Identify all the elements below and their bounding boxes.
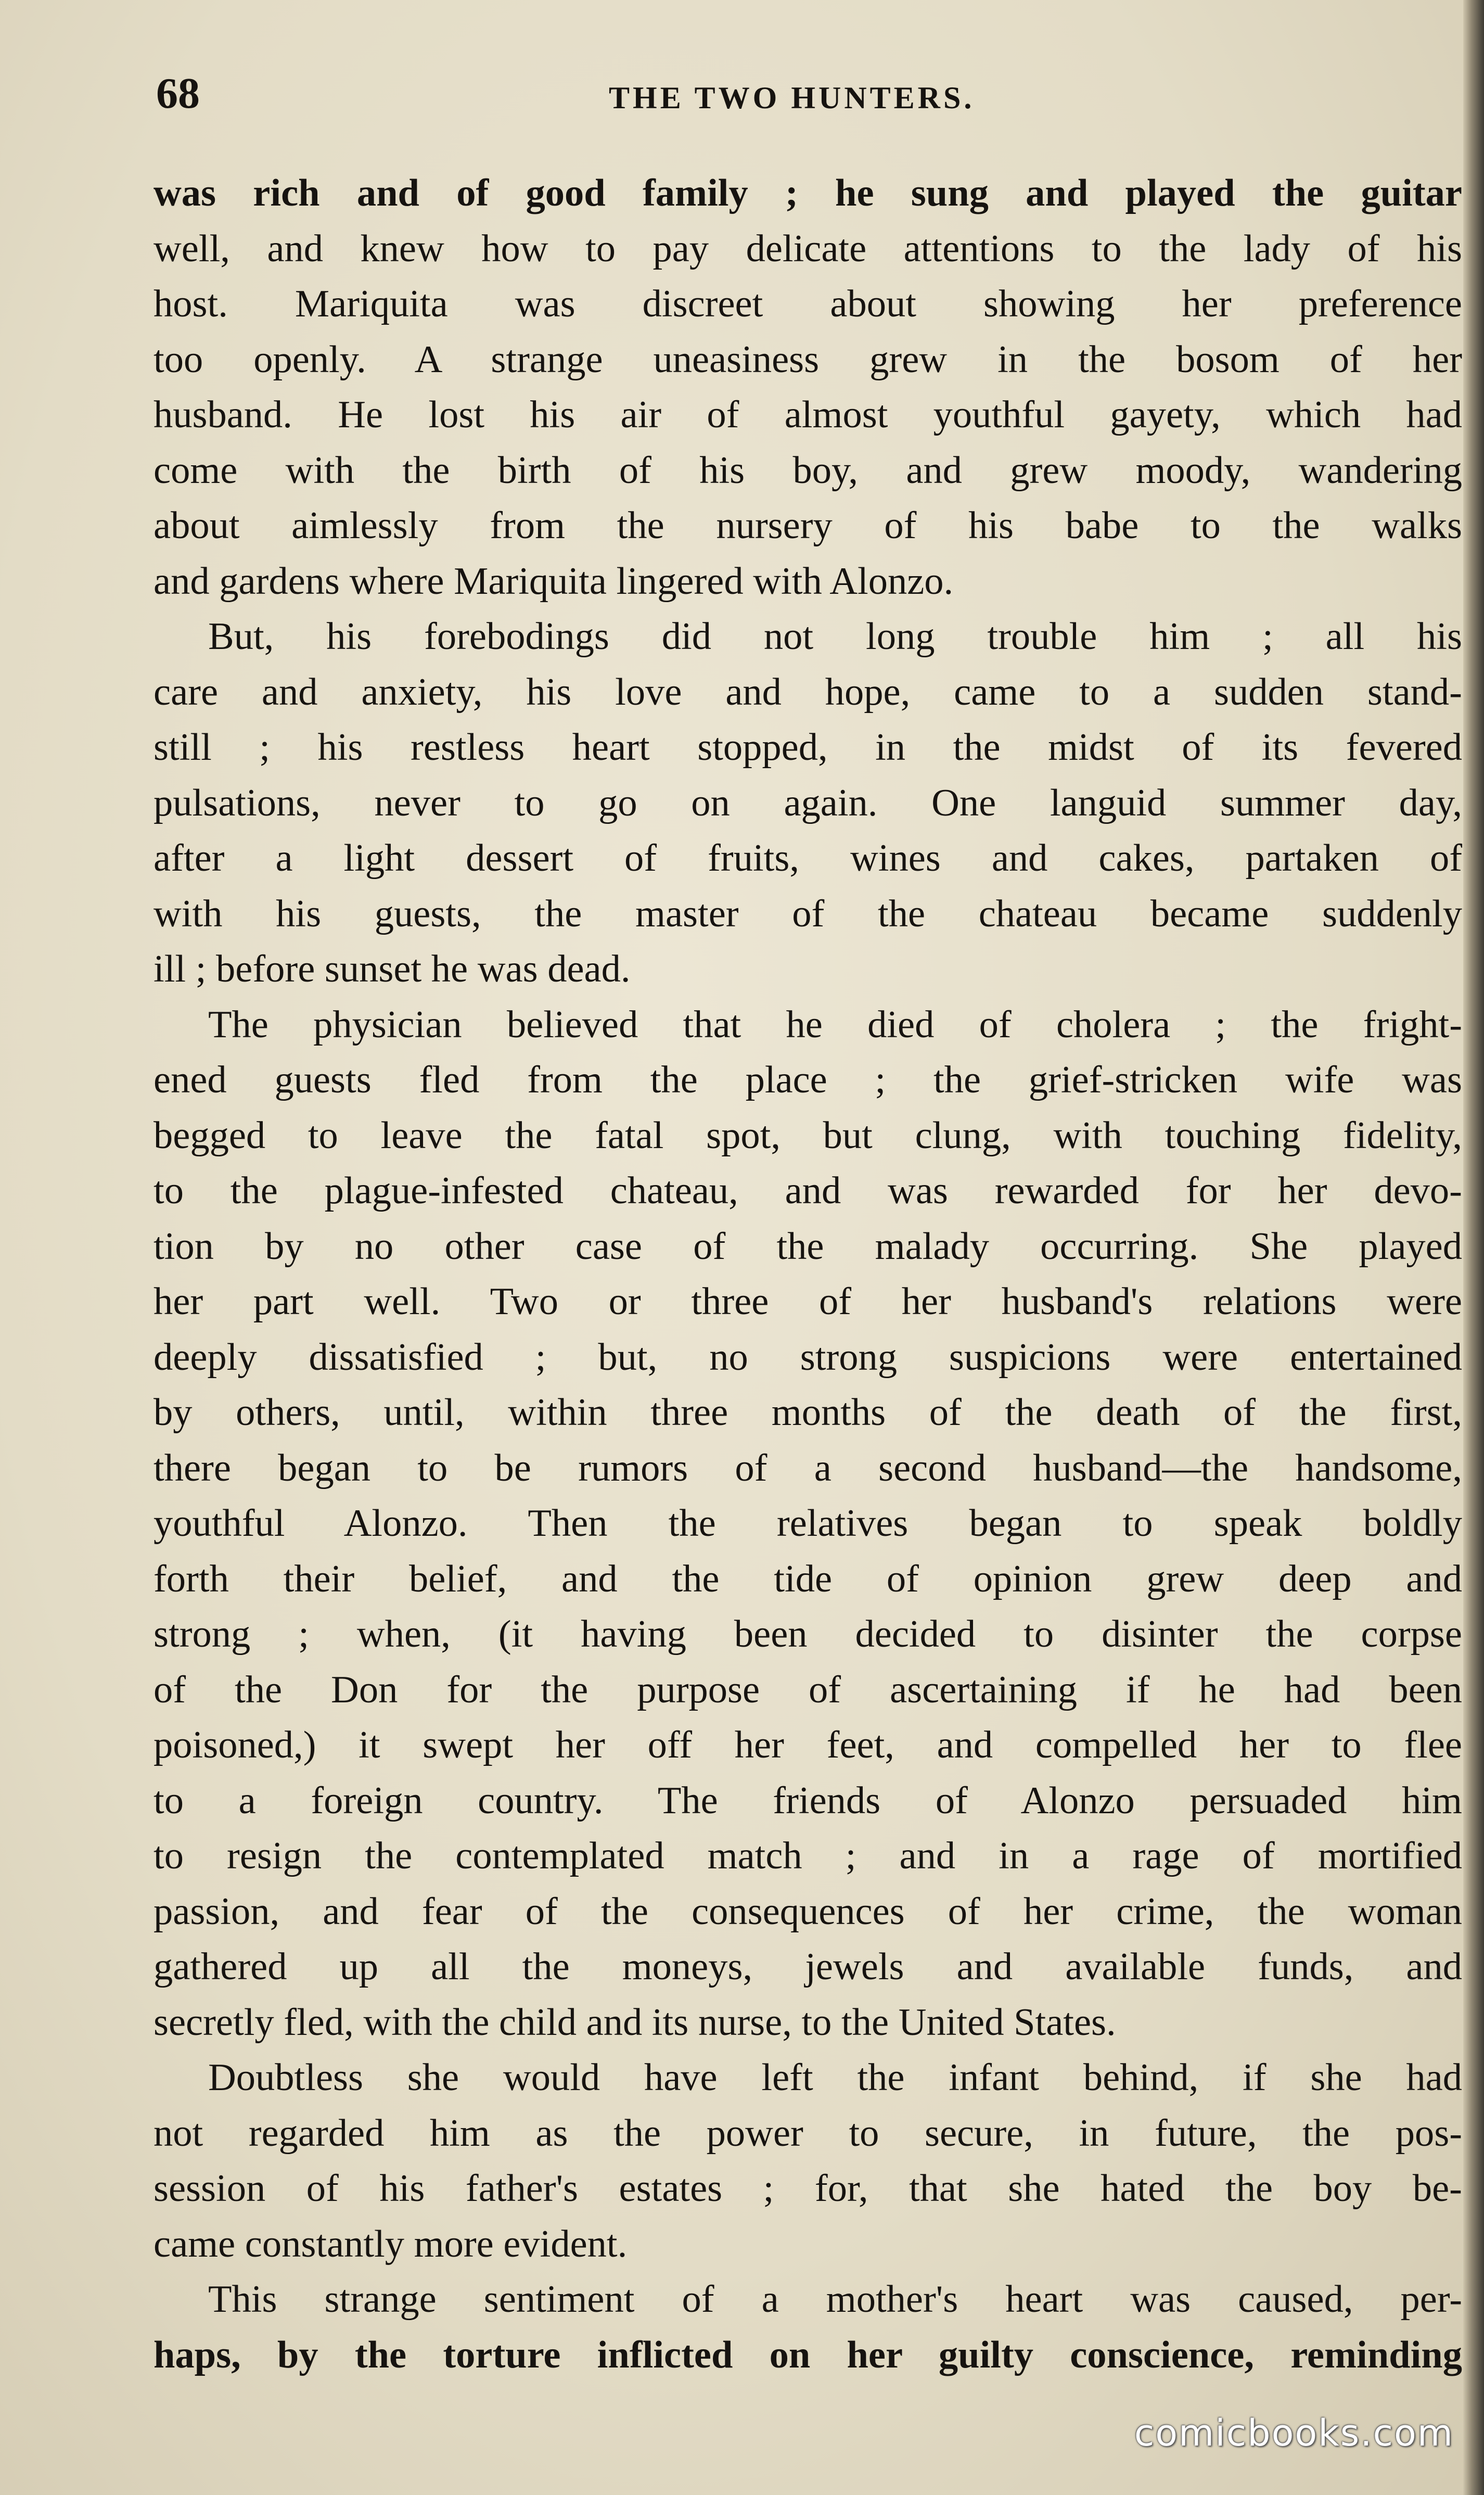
text-line: tion by no other case of the malady occurring. She played: [153, 1225, 1462, 1268]
text-line: still ; his restless heart stopped, in the midst of its fevered: [153, 726, 1462, 769]
text-line: strong ; when, (it having been decided to disinter the corpse: [153, 1613, 1462, 1656]
text-line: ill ; before sunset he was dead.: [153, 948, 631, 990]
text-line: deeply dissatisfied ; but, no strong suspicions were entertained: [153, 1335, 1462, 1379]
text-line: Doubtless she would have left the infant behind, if she had: [208, 2056, 1462, 2099]
text-line: was rich and of good family ; he sung and played the guitar: [153, 172, 1462, 214]
text-line: haps, by the torture inflicted on her guilty conscience, reminding: [153, 2333, 1462, 2376]
text-line: secretly fled, with the child and its nurse, to the United States.: [153, 2001, 1116, 2044]
text-line: after a light dessert of fruits, wines and cakes, partaken of: [153, 837, 1462, 880]
page-number: 68: [156, 69, 200, 118]
book-spine-shadow: [1463, 0, 1484, 2495]
text-line: come with the birth of his boy, and grew moody, wandering: [153, 449, 1462, 492]
watermark: comicbooks.com: [1134, 2412, 1454, 2454]
text-line: passion, and fear of the consequences of her crime, the woman: [153, 1890, 1462, 1933]
text-line: to the plague-infested chateau, and was rewarded for her devo-: [153, 1169, 1462, 1212]
text-line: too openly. A strange uneasiness grew in the bosom of her: [153, 338, 1462, 381]
text-line: with his guests, the master of the chateau became suddenly: [153, 892, 1462, 935]
text-line: not regarded him as the power to secure, in future, the pos-: [153, 2111, 1462, 2155]
text-line: ened guests fled from the place ; the grief-stricken wife was: [153, 1059, 1462, 1101]
text-line: begged to leave the fatal spot, but clung, with touching fidelity,: [153, 1114, 1462, 1157]
text-line: session of his father's estates ; for, that she hated the boy be-: [153, 2167, 1462, 2210]
text-line: came constantly more evident.: [153, 2222, 628, 2265]
text-line: to a foreign country. The friends of Alonzo persuaded him: [153, 1779, 1462, 1822]
text-line: by others, until, within three months of the death of the first,: [153, 1391, 1462, 1434]
text-line: of the Don for the purpose of ascertaining if he had been: [153, 1668, 1462, 1711]
body-text: [153, 166, 1462, 2383]
text-line: But, his forebodings did not long trouble him ; all his: [208, 615, 1462, 658]
text-line: and gardens where Mariquita lingered with Alonzo.: [153, 559, 954, 603]
text-line: gathered up all the moneys, jewels and available funds, and: [153, 1945, 1462, 1988]
text-line: This strange sentiment of a mother's heart was caused, per-: [208, 2278, 1462, 2321]
text-line: care and anxiety, his love and hope, came to a sudden stand-: [153, 670, 1462, 714]
text-line: her part well. Two or three of her husband's relations were: [153, 1280, 1462, 1323]
text-line: to resign the contemplated match ; and in a rage of mortified: [153, 1835, 1462, 1877]
text-line: poisoned,) it swept her off her feet, and compelled her to flee: [153, 1724, 1462, 1766]
text-line: The physician believed that he died of cholera ; the fright-: [208, 1003, 1462, 1046]
page-header: [156, 62, 1431, 125]
text-line: forth their belief, and the tide of opinion grew deep and: [153, 1557, 1462, 1600]
text-line: pulsations, never to go on again. One languid summer day,: [153, 781, 1462, 824]
text-line: well, and knew how to pay delicate attentions to the lady of his: [153, 227, 1462, 270]
text-line: there began to be rumors of a second husband—the handsome,: [153, 1446, 1462, 1490]
text-line: about aimlessly from the nursery of his babe to the walks: [153, 504, 1462, 547]
text-line: husband. He lost his air of almost youthful gayety, which had: [153, 393, 1462, 436]
running-head: THE TWO HUNTERS.: [609, 81, 975, 115]
text-line: host. Mariquita was discreet about showing her preference: [153, 283, 1462, 325]
text-line: youthful Alonzo. Then the relatives began to speak boldly: [153, 1502, 1462, 1545]
